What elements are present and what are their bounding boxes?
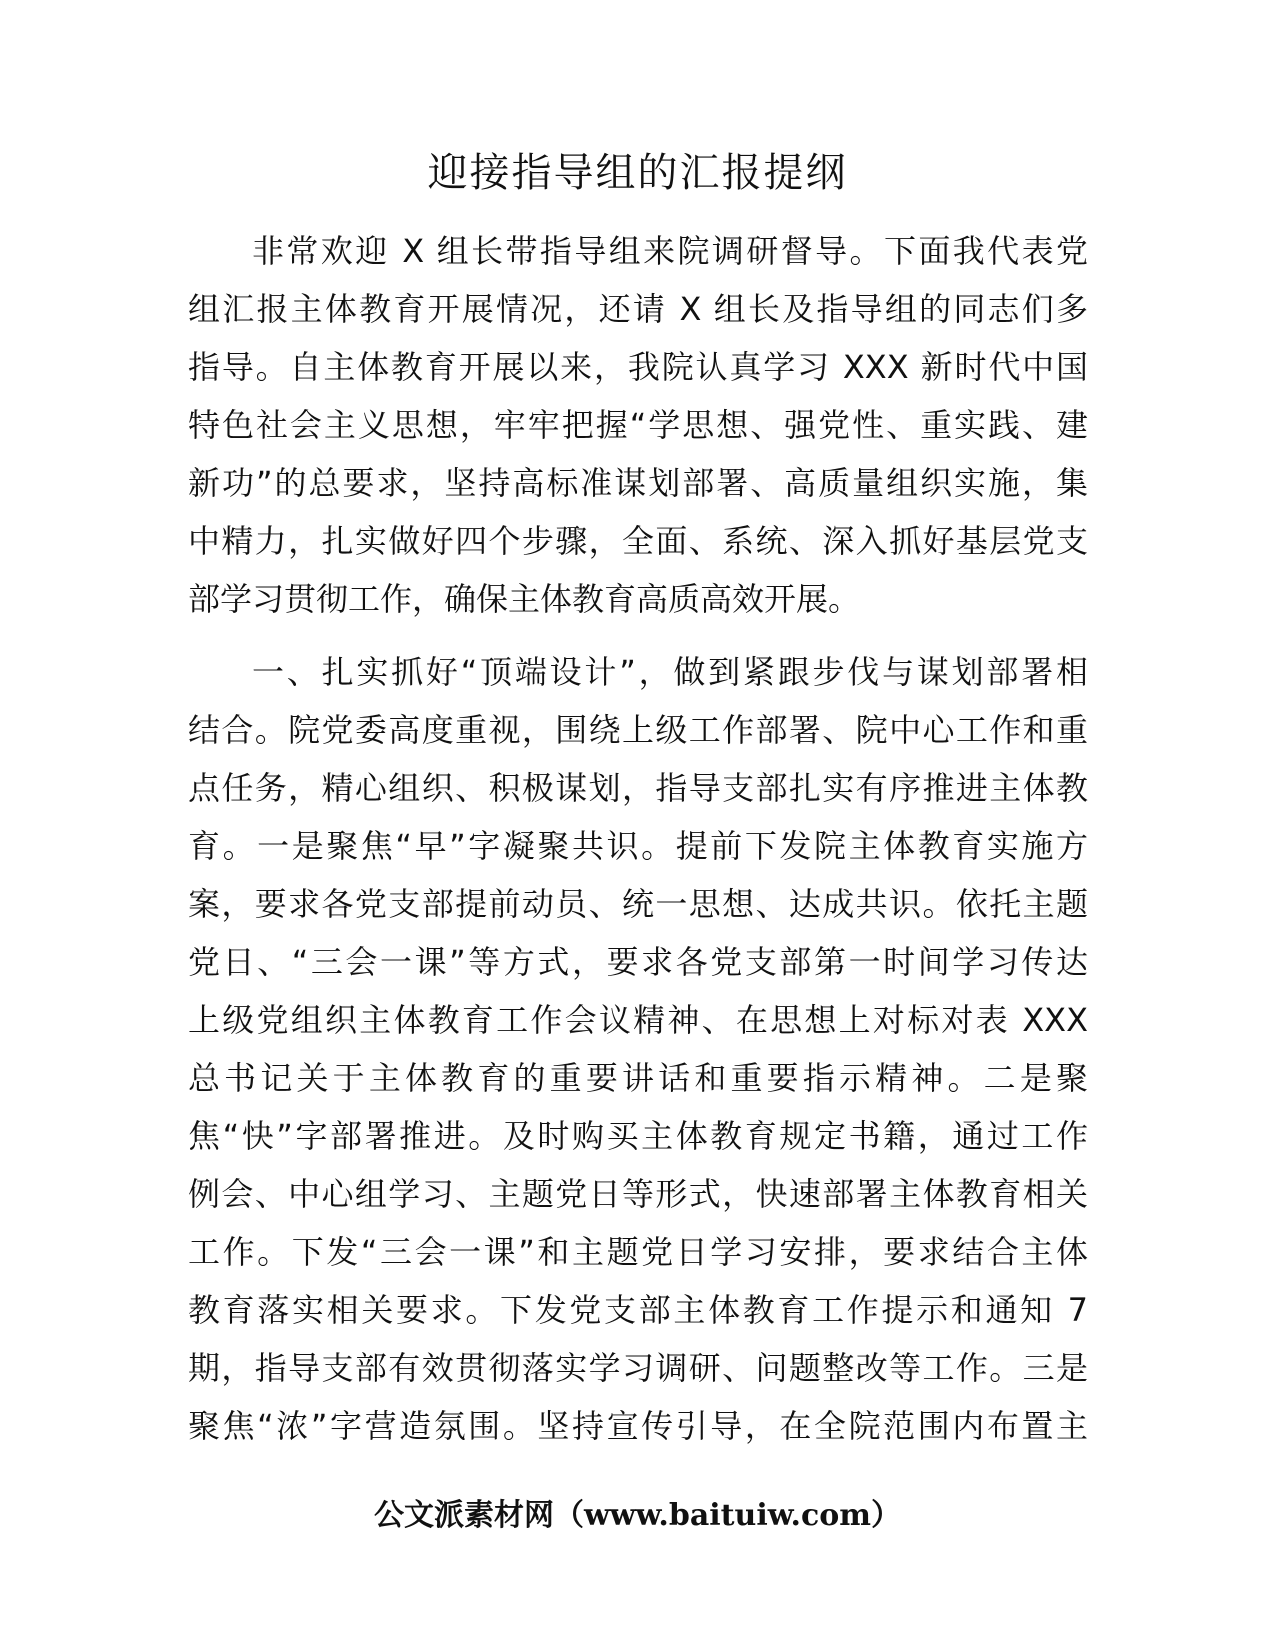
paragraph-line: 指导。自主体教育开展以来，我院认真学习 XXX 新时代中国 [188,348,1088,386]
paragraph-line: 期，指导支部有效贯彻落实学习调研、问题整改等工作。三是 [188,1349,1088,1387]
paragraph-line: 中精力，扎实做好四个步骤，全面、系统、深入抓好基层党支 [188,522,1088,560]
footer-watermark-text: 公文派素材网（www.baituiw.com） [373,1498,902,1533]
paragraph-line: 聚焦“浓”字营造氛围。坚持宣传引导，在全院范围内布置主 [188,1407,1088,1445]
paragraph-line: 工作。下发“三会一课”和主题党日学习安排，要求结合主体 [188,1233,1088,1271]
paragraph-line: 组汇报主体教育开展情况，还请 X 组长及指导组的同志们多 [188,290,1088,328]
paragraph-line: 点任务，精心组织、积极谋划，指导支部扎实有序推进主体教 [188,769,1088,807]
document-title: 迎接指导组的汇报提纲 [427,150,848,196]
paragraph-line: 案，要求各党支部提前动员、统一思想、达成共识。依托主题 [188,885,1088,923]
paragraph-2 [188,643,1088,1455]
paragraph-line: 特色社会主义思想，牢牢把握“学思想、强党性、重实践、建 [188,406,1088,444]
paragraph-line: 焦“快”字部署推进。及时购买主体教育规定书籍，通过工作 [188,1117,1088,1155]
paragraph-line: 结合。院党委高度重视，围绕上级工作部署、院中心工作和重 [188,711,1088,749]
paragraph-line: 教育落实相关要求。下发党支部主体教育工作提示和通知 7 [188,1291,1088,1329]
paragraph-line: 上级党组织主体教育工作会议精神、在思想上对标对表 XXX [188,1001,1088,1039]
paragraph-line: 例会、中心组学习、主题党日等形式，快速部署主体教育相关 [188,1175,1088,1213]
paragraph-line: 一、扎实抓好“顶端设计”，做到紧跟步伐与谋划部署相 [252,653,1088,691]
paragraph-line: 非常欢迎 X 组长带指导组来院调研督导。下面我代表党 [252,232,1088,270]
paragraph-line: 新功”的总要求，坚持高标准谋划部署、高质量组织实施，集 [188,464,1088,502]
paragraph-line: 部学习贯彻工作，确保主体教育高质高效开展。 [188,580,861,618]
paragraph-line: 党日、“三会一课”等方式，要求各党支部第一时间学习传达 [188,943,1088,981]
paragraph-1 [188,222,1088,628]
paragraph-line: 育。一是聚焦“早”字凝聚共识。提前下发院主体教育实施方 [188,827,1088,865]
paragraph-line: 总书记关于主体教育的重要讲话和重要指示精神。二是聚 [188,1059,1088,1097]
